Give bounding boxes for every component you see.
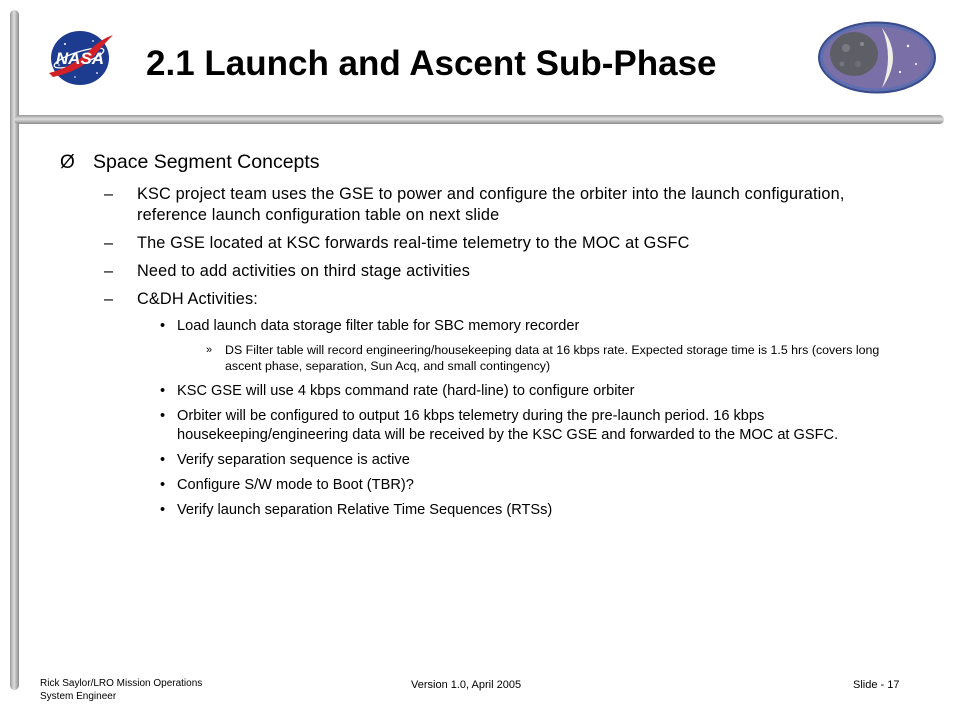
list-item bbox=[60, 233, 910, 254]
bullet-dot: • bbox=[160, 502, 166, 518]
sub-list-item-text: Orbiter will be configured to output 16 kbps telemetry during the pre-launch period. 16 kbps housekeeping/engineering data will be received by the KSC GSE and forwarded to the MOC at GSFC. bbox=[177, 408, 839, 443]
list-item-text: Need to add activities on third stage activities bbox=[137, 262, 470, 280]
list-item-text: The GSE located at KSC forwards real-time telemetry to the MOC at GSFC bbox=[137, 234, 690, 252]
slide-content bbox=[60, 150, 910, 526]
svg-text:NASA: NASA bbox=[55, 49, 105, 68]
sub-note-text: DS Filter table will record engineering/housekeeping data at 16 kbps rate. Expected storage time is 1.5 hrs (covers long ascent phase, separation, Sun Acq, and small contingency) bbox=[225, 343, 880, 373]
footer-author bbox=[40, 677, 202, 703]
bullet-heading-text: Space Segment Concepts bbox=[93, 151, 320, 173]
sub-list-item-text: Verify separation sequence is active bbox=[177, 452, 410, 468]
sub-list-item bbox=[60, 382, 910, 401]
sub-list-item bbox=[60, 501, 910, 520]
sub-list-item-text: Configure S/W mode to Boot (TBR)? bbox=[177, 477, 414, 493]
footer-author-line1: Rick Saylor/LRO Mission Operations bbox=[40, 678, 203, 689]
footer-slide-number: Slide - 17 bbox=[853, 679, 900, 691]
sub-list-item bbox=[60, 451, 910, 470]
slide-title: 2.1 Launch and Ascent Sub-Phase bbox=[146, 44, 717, 83]
sub-list-item bbox=[60, 476, 910, 495]
frame-vertical-bar bbox=[10, 10, 19, 690]
sub-list-item-text: Load launch data storage filter table for SBC memory recorder bbox=[177, 318, 580, 334]
bullet-dot: • bbox=[160, 383, 166, 399]
bullet-dot: • bbox=[160, 452, 166, 468]
list-item bbox=[60, 261, 910, 282]
sub-list-item bbox=[60, 317, 910, 336]
nasa-logo-icon bbox=[45, 27, 115, 89]
bullet-dot: • bbox=[160, 408, 166, 424]
bullet-dot: • bbox=[160, 318, 166, 334]
frame-horizontal-bar bbox=[14, 115, 944, 124]
footer-author-line2: System Engineer bbox=[40, 691, 117, 702]
dash-marker: – bbox=[104, 262, 114, 280]
dash-marker: – bbox=[104, 234, 114, 252]
raquo-marker: » bbox=[206, 344, 213, 356]
sub-list-item-text: Verify launch separation Relative Time Sequences (RTSs) bbox=[177, 502, 553, 518]
list-item bbox=[60, 184, 910, 226]
bullet-dot: • bbox=[160, 477, 166, 493]
list-item-text: C&DH Activities: bbox=[137, 290, 258, 308]
sub-list-item bbox=[60, 407, 910, 445]
footer-version: Version 1.0, April 2005 bbox=[411, 679, 522, 691]
list-item bbox=[60, 289, 910, 310]
sub-note bbox=[60, 342, 910, 374]
arrow-bullet-icon: Ø bbox=[60, 152, 75, 173]
bullet-heading bbox=[60, 150, 910, 175]
list-item-text: KSC project team uses the GSE to power and configure the orbiter into the launch configuration, reference launch configuration table on next slide bbox=[137, 185, 845, 224]
dash-marker: – bbox=[104, 185, 114, 203]
sub-list-item-text: KSC GSE will use 4 kbps command rate (hard-line) to configure orbiter bbox=[177, 383, 635, 399]
mission-logo-icon bbox=[816, 20, 938, 95]
dash-marker: – bbox=[104, 290, 114, 308]
